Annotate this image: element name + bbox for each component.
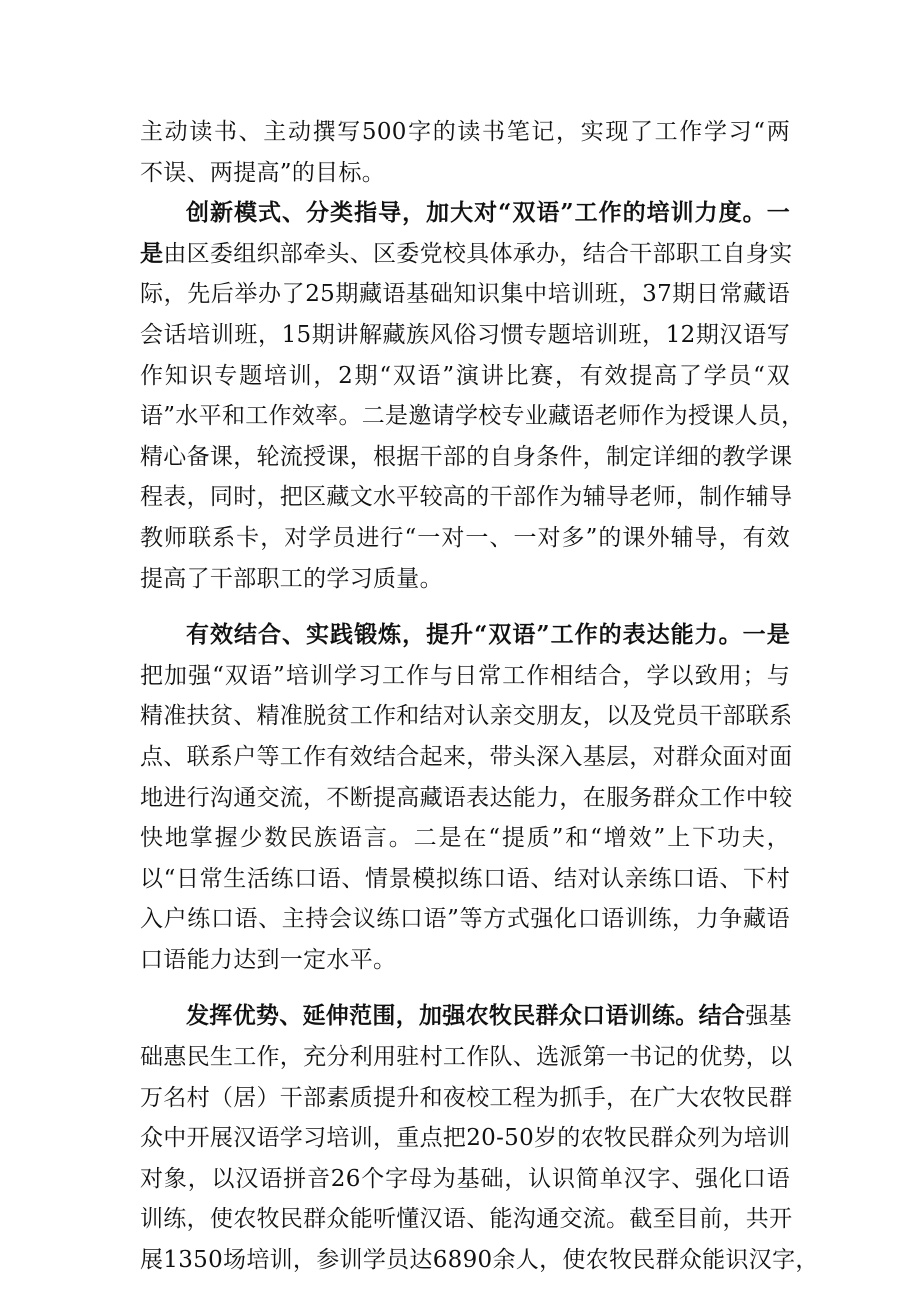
- paragraph-heading: 创新模式、分类指导，加大对“双语”工作的培训力度。一: [186, 199, 790, 227]
- text-line: 精准扶贫、精准脱贫工作和结对认亲交朋友，以及党员干部联系: [140, 703, 793, 730]
- paragraph-training-mode: [140, 193, 805, 599]
- text-line: 程表，同时，把区藏文水平较高的干部作为辅导老师，制作辅导: [140, 484, 793, 511]
- paragraph-practice: [140, 615, 793, 980]
- text-line: 教师联系卡，对学员进行“一对一、一对多”的课外辅导，有效: [140, 524, 790, 551]
- text-line: 口语能力达到一定水平。: [140, 946, 397, 973]
- text-line: 际，先后举办了25期藏语基础知识集中培训班，37期日常藏语: [140, 281, 790, 308]
- paragraph-farmers-training: [140, 996, 819, 1280]
- paragraph-heading: 发挥优势、延伸范围，加强农牧民群众口语训练。结合: [186, 1002, 746, 1030]
- text-line: 不误、两提高”的目标。: [140, 159, 386, 186]
- text-line: 快地掌握少数民族语言。二是在“提质”和“增效”上下功夫，: [140, 825, 790, 852]
- text-line: 把加强“双语”培训学习工作与日常工作相结合，学以致用；与: [140, 662, 790, 689]
- text-line: 入户练口语、主持会议练口语”等方式强化口语训练，力争藏语: [140, 906, 790, 933]
- text-line: 语”水平和工作效率。二是邀请学校专业藏语老师作为授课人员，: [140, 403, 805, 430]
- text-line: 提高了干部职工的学习质量。: [140, 565, 443, 592]
- text-line: 训练，使农牧民群众能听懂汉语、能沟通交流。截至目前，共开: [140, 1206, 793, 1233]
- text-line: 众中开展汉语学习培训，重点把20-50岁的农牧民群众列为培训: [140, 1125, 791, 1152]
- text-line: 作知识专题培训，2期“双语”演讲比赛，有效提高了学员“双: [140, 362, 790, 389]
- text-line: 地进行沟通交流，不断提高藏语表达能力，在服务群众工作中较: [140, 784, 793, 811]
- text-line: [140, 234, 793, 275]
- paragraph-continuation: [140, 112, 790, 193]
- text-line: 对象，以汉语拼音26个字母为基础，认识简单汉字、强化口语: [140, 1165, 790, 1192]
- text-line: 以“日常生活练口语、情景模拟练口语、结对认亲练口语、下村: [140, 865, 790, 892]
- text-line: 础惠民生工作，充分利用驻村工作队、选派第一书记的优势，以: [140, 1044, 793, 1071]
- text-line: 主动读书、主动撰写500字的读书笔记，实现了工作学习“两: [140, 119, 790, 145]
- text-line: 精心备课，轮流授课，根据干部的自身条件，制定详细的教学课: [140, 443, 793, 470]
- text-line: 展1350场培训，参训学员达6890余人，使农牧民群众能识汉字，: [140, 1247, 819, 1274]
- text-span: 强基: [745, 1003, 792, 1030]
- text-line: 万名村（居）干部素质提升和夜校工程为抓手，在广大农牧民群: [140, 1084, 793, 1111]
- paragraph-heading: 有效结合、实践锻炼，提升“双语”工作的表达能力。一是: [186, 621, 790, 649]
- document-body: [140, 112, 819, 1281]
- text-span: 由区委组织部牵头、区委党校具体承办，结合干部职工自身实: [163, 240, 793, 267]
- text-line: 会话培训班，15期讲解藏族风俗习惯专题培训班，12期汉语写: [140, 321, 790, 348]
- paragraph-heading-line: [140, 996, 790, 1037]
- bold-lead-char: 是: [140, 239, 164, 267]
- text-line: 点、联系户等工作有效结合起来，带头深入基层，对群众面对面: [140, 743, 793, 770]
